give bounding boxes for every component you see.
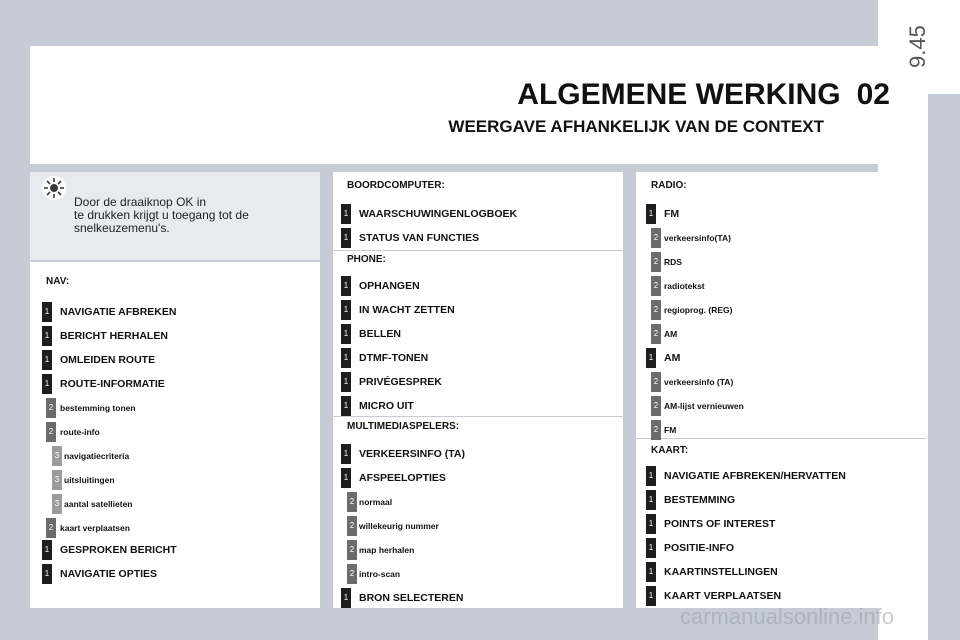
level-badge: 1 (42, 326, 52, 346)
level-badge: 2 (651, 276, 661, 296)
level-badge: 2 (46, 422, 56, 442)
right-separator (636, 438, 926, 439)
menu-item-label: BELLEN (359, 328, 401, 340)
level-badge: 1 (646, 204, 656, 224)
menu-item-label: uitsluitingen (64, 475, 115, 485)
menu-item-label: navigatiecriteria (64, 451, 130, 461)
level-badge: 2 (651, 324, 661, 344)
level-badge: 1 (646, 538, 656, 558)
level-badge: 1 (341, 228, 351, 248)
menu-item-label: kaart verplaatsen (60, 523, 130, 533)
menu-item-label: AM-lijst vernieuwen (664, 401, 744, 411)
level-badge: 2 (651, 420, 661, 440)
level-badge: 1 (341, 276, 351, 296)
middle-separator-2 (333, 416, 623, 417)
kaart-heading: KAART: (651, 445, 689, 456)
level-badge: 1 (42, 374, 52, 394)
menu-item-label: AM (664, 329, 678, 339)
menu-item-label: VERKEERSINFO (TA) (359, 448, 465, 460)
menu-item-label: KAART VERPLAATSEN (664, 590, 782, 602)
level-badge: 1 (341, 444, 351, 464)
menu-item-label: OMLEIDEN ROUTE (60, 354, 156, 366)
menu-item-label: KAARTINSTELLINGEN (664, 566, 778, 578)
menu-item-label: PRIVÉGESPREK (359, 376, 442, 388)
level-badge: 1 (341, 468, 351, 488)
level-badge: 1 (341, 396, 351, 416)
light-bulb-icon (42, 176, 66, 200)
menu-item-label: verkeersinfo (TA) (664, 377, 734, 387)
watermark: carmanualsonline.info (680, 604, 895, 629)
menu-item-label: ROUTE-INFORMATIE (60, 378, 165, 390)
level-badge: 1 (646, 348, 656, 368)
nav-heading: NAV: (46, 276, 70, 287)
menu-item-label: STATUS VAN FUNCTIES (359, 232, 480, 244)
level-badge: 3 (52, 470, 62, 490)
page-title (470, 78, 890, 112)
menu-item-label: FM (664, 208, 680, 220)
menu-item-label: GESPROKEN BERICHT (60, 544, 177, 556)
menu-item-label: NAVIGATIE OPTIES (60, 568, 158, 580)
level-badge: 2 (651, 372, 661, 392)
menu-item-label: WAARSCHUWINGENLOGBOEK (359, 208, 518, 220)
page-subtitle: WEERGAVE AFHANKELIJK VAN DE CONTEXT (448, 117, 824, 136)
level-badge: 2 (651, 228, 661, 248)
level-badge: 1 (341, 372, 351, 392)
intro-text: Door de draaiknop OK in te drukken krijgt u toegang tot de snelkeuzemenu's. (74, 195, 249, 235)
level-badge: 3 (52, 494, 62, 514)
phone-heading: PHONE: (347, 254, 386, 265)
level-badge: 1 (646, 466, 656, 486)
level-badge: 1 (42, 540, 52, 560)
menu-item-label: DTMF-TONEN (359, 352, 429, 364)
menu-item-label: NAVIGATIE AFBREKEN/HERVATTEN (664, 470, 846, 482)
menu-item-label: BESTEMMING (664, 494, 736, 506)
level-badge: 2 (651, 300, 661, 320)
menu-item-label: bestemming tonen (60, 403, 136, 413)
level-badge: 2 (651, 396, 661, 416)
menu-item-label: radiotekst (664, 281, 705, 291)
menu-item-label: MICRO UIT (359, 400, 414, 412)
menu-item-label: POINTS OF INTEREST (664, 518, 776, 530)
menu-item-label: regioprog. (REG) (664, 305, 733, 315)
menu-item-label: BRON SELECTEREN (359, 592, 464, 604)
menu-item-label: FM (664, 425, 677, 435)
level-badge: 2 (347, 492, 357, 512)
page-number: 9.45 (905, 25, 930, 68)
chapter-tab (928, 94, 960, 640)
menu-item-label: willekeurig nummer (359, 521, 439, 531)
level-badge: 2 (46, 518, 56, 538)
menu-item-label: aantal satellieten (64, 499, 133, 509)
menu-item-label: intro-scan (359, 569, 401, 579)
menu-item-label: AM (664, 352, 681, 364)
boordcomputer-heading: BOORDCOMPUTER: (347, 180, 445, 191)
level-badge: 1 (646, 490, 656, 510)
level-badge: 2 (347, 564, 357, 584)
menu-item-label: OPHANGEN (359, 280, 420, 292)
level-badge: 1 (341, 204, 351, 224)
level-badge: 1 (42, 564, 52, 584)
level-badge: 2 (46, 398, 56, 418)
menu-item-label: BERICHT HERHALEN (60, 330, 168, 342)
level-badge: 2 (347, 516, 357, 536)
menu-item-label: RDS (664, 257, 682, 267)
level-badge: 1 (341, 324, 351, 344)
chapter-number: 02 (856, 78, 890, 111)
level-badge: 1 (341, 300, 351, 320)
level-badge: 1 (42, 302, 52, 322)
level-badge: 3 (52, 446, 62, 466)
level-badge: 1 (341, 588, 351, 608)
menu-item-label: AFSPEELOPTIES (359, 472, 446, 484)
menu-item-label: NAVIGATIE AFBREKEN (60, 306, 177, 318)
level-badge: 1 (646, 586, 656, 606)
level-badge: 2 (347, 540, 357, 560)
menu-item-label: route-info (60, 427, 100, 437)
level-badge: 2 (651, 252, 661, 272)
middle-separator-1 (333, 250, 623, 251)
menu-item-label: IN WACHT ZETTEN (359, 304, 455, 316)
title-text: ALGEMENE WERKING (517, 78, 841, 111)
radio-heading: RADIO: (651, 180, 687, 191)
level-badge: 1 (42, 350, 52, 370)
menu-item-label: map herhalen (359, 545, 415, 555)
multimedia-heading: MULTIMEDIASPELERS: (347, 421, 460, 432)
menu-item-label: verkeersinfo(TA) (664, 233, 731, 243)
level-badge: 1 (341, 348, 351, 368)
level-badge: 1 (646, 562, 656, 582)
menu-item-label: normaal (359, 497, 393, 507)
level-badge: 1 (646, 514, 656, 534)
menu-item-label: POSITIE-INFO (664, 542, 735, 554)
